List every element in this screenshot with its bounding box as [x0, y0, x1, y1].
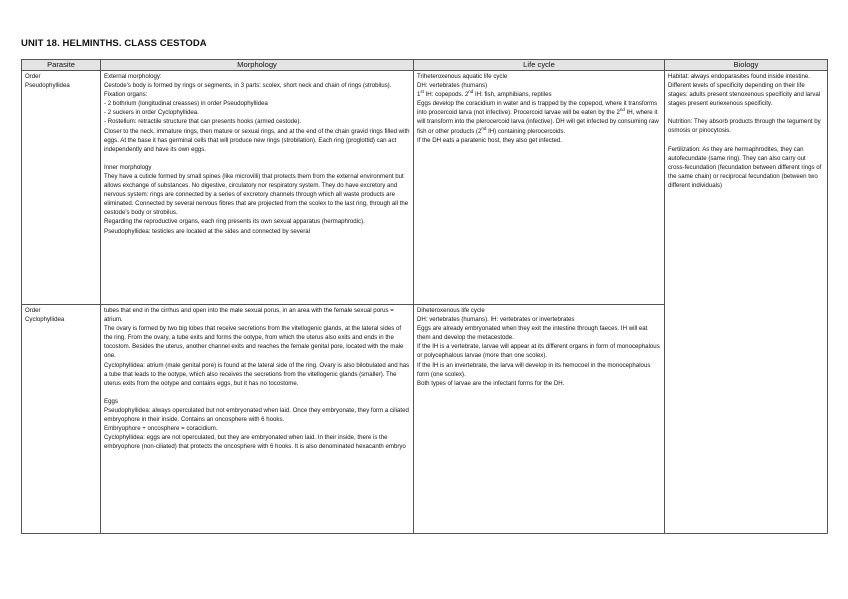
parasite-cell-cyclophyllidea: [22, 305, 101, 534]
morph-paragraph: Pseudophyllidea: testicles are located at the sides and connected by several: [104, 227, 310, 235]
morph-paragraph: They have a cuticle formed by small spines (like microvilli) that protects them from the external environment but allows exchange of substances. No digestive, circulatory nor respiratory system. They do have excretory and nervous system: rings are connected by a series of excretory channels through which all waste products are eliminated. Connected by several nervous fibres that are projected from the scolex to the last ring, through all the cestode's body or strobilus.: [104, 172, 409, 217]
life-paragraph: Both types of larvae are the infectant forms for the DH.: [417, 379, 565, 387]
morph-paragraph: - 2 bothrium (longitudinal creasses) in order Pseudophyllidea: [104, 100, 268, 108]
life-paragraph: 1st IH: copepods. 2nd IH: fish, amphibians, reptiles: [417, 89, 552, 99]
parasite-order-name: Cyclophyllidea: [25, 316, 65, 324]
morph-paragraph: The ovary is formed by two big lobes that receive secretions from the vitellogenic glands, at the lateral sides of the ring. From the ovary, a tube exits and forms the ootype, from which the uterus also exits and ends in the tocostom. Besides the uterus, another channel exits and reaches the female genital pore, located with the male one.: [104, 325, 404, 360]
morph-paragraph: Pseudophyllidea: always operculated but not embryonated when laid. Once they embryonate, they form a ciliated embryophore in their inside. Contains an oncosphere with 6 hooks.: [104, 406, 409, 424]
cestoda-table: [21, 59, 828, 534]
morph-heading-inner: Inner morphology: [104, 163, 152, 171]
header-row: [22, 60, 828, 71]
morph-paragraph: Embryophore + oncosphere = coracidium.: [104, 425, 218, 433]
parasite-order-label: Order: [25, 73, 41, 80]
life-paragraph: DH: vertebrates (humans): [417, 82, 488, 90]
life-cycle-cell-1: [414, 71, 665, 305]
life-paragraph: DH: vertebrates (humans). IH: vertebrates or invertebrates: [417, 316, 575, 324]
morph-paragraph: - Rostellum: retractile structure that can presents hooks (armed cestode).: [104, 118, 302, 126]
life-paragraph: Eggs are already embryonated when they exit the intestine through faeces. IH will eat them and develop the metacestode.: [417, 325, 648, 342]
header-biology: Biology: [665, 60, 828, 71]
morph-paragraph: Cyclophyllidea: atrium (male genital pore) is found at the lateral side of the ring. Ovary is also bilobulated and has a tube that leads to the ootype, which also receives the secretions from the vitellogenic glands (smaller). The uterus exits from the ootype and contains eggs, but it has no tocostome.: [104, 361, 410, 387]
bio-paragraph: Habitat: always endoparasites found inside intestine. Different levels of specificity depending on their life stages: adults present stenoxenous specificity and larval stages present euriexenous specificity.: [668, 73, 821, 108]
biology-cell: [665, 71, 828, 534]
page-title: UNIT 18. HELMINTHS. CLASS CESTODA: [21, 38, 207, 49]
header-parasite: Parasite: [22, 60, 101, 71]
morph-paragraph: Cestode's body is formed by rings or segments, in 3 parts: scolex, short neck and chain of rings (strobilus). Fixation organs:: [104, 82, 392, 99]
life-heading: Diheteroxenous life cycle: [417, 307, 485, 314]
morph-paragraph: Closer to the neck, immature rings, then mature or sexual rings, and at the end of the chain gravid rings filled with eggs. At the base it has germinal cells that will produce new rings (strobilation). Each ring (proglottid) can act independently and have its own eggs.: [104, 127, 410, 153]
life-paragraph: If the DH eats a paratenic host, they also get infected.: [417, 136, 562, 144]
morph-paragraph: tubes that end in the cirrhus and open into the male sexual porus, in an area with the female sexual porus = atrium.: [104, 307, 394, 324]
morph-paragraph: Cyclophyllidea: eggs are not operculated, but they are embryonated when laid. In their inside, there is the embryophore (non-ciliated) that protects the oncosphere with 6 hooks. It is also denominated hexacanth embryo: [104, 434, 406, 451]
life-heading: Triheteroxenous aquatic life cycle: [417, 73, 508, 80]
life-cycle-cell-2: [414, 305, 665, 534]
morphology-cell-2: [101, 305, 414, 534]
table-row: [22, 71, 828, 305]
bio-paragraph: Nutrition: They absorb products through the tegument by osmosis or pinocytosis.: [668, 118, 821, 135]
morph-paragraph: Regarding the reproductive organs, each ring presents its own sexual apparatus (hermaphrodic).: [104, 218, 365, 226]
bio-paragraph: Fertilization: As they are hermaphrodites, they can autofecundate (same ring). They can also carry out cross-fecundation (fecundation between different rings of the same chain) or reciprocal fecundation (between two different individuals): [668, 145, 822, 189]
life-paragraph: Eggs develop the coracidium in water and is trapped by the copepod, where it transforms into procercoid larva (not infective). Procercoid larvae will be eaten by the 2nd IH, where it will transform into the plerocercoid larva (infective). DH will get infected by consuming raw fish or other products (2nd IH) containing plerocercoids.: [417, 100, 659, 135]
parasite-order-label: Order: [25, 307, 41, 314]
header-morphology: Morphology: [101, 60, 414, 71]
morph-paragraph: - 2 suckers in order Cyclophyllidea.: [104, 109, 199, 117]
life-paragraph: If the IH is a vertebrate, larvae will appear at its different organs in form of monocephalous or polycephalous larvae (more than one scolex).: [417, 343, 660, 360]
morphology-cell-1: [101, 71, 414, 305]
header-life-cycle: Life cycle: [414, 60, 665, 71]
life-paragraph: If the IH is an invertebrate, the larva will develop in its hemocoel in the monocephalous form (one scolex).: [417, 361, 651, 378]
parasite-order-name: Pseudophyllidea: [25, 82, 70, 90]
morph-heading-external: External morphology:: [104, 73, 162, 80]
morph-heading-eggs: Eggs: [104, 397, 118, 405]
parasite-cell-pseudophyllidea: [22, 71, 101, 305]
